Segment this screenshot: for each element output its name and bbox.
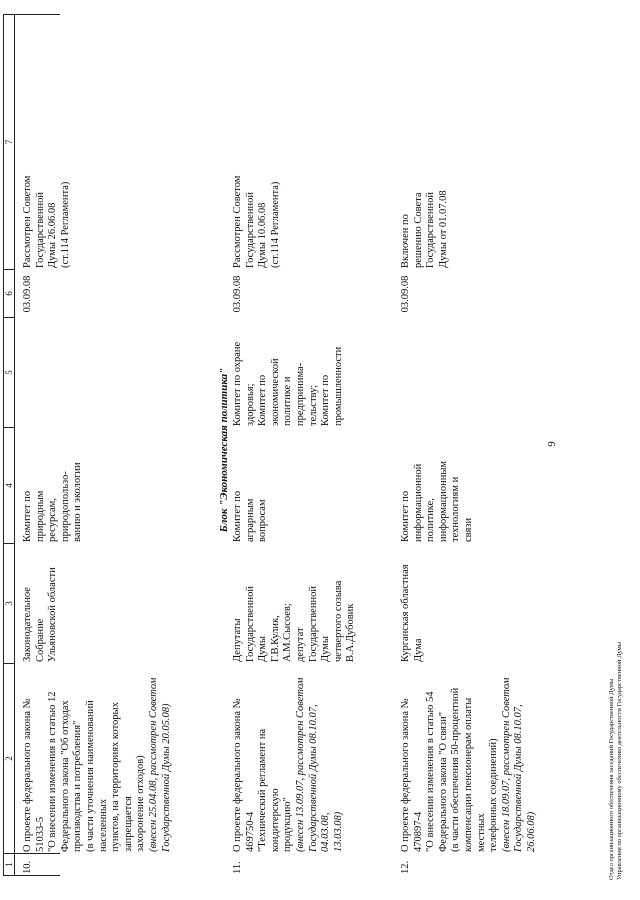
cell-line: решению Совета xyxy=(412,192,424,268)
cell-line: (внесен 18.09.07, рассмотрен Советом xyxy=(500,677,512,852)
cell-line: Ульяновской области xyxy=(47,567,59,662)
cell-line: ванию и экологии xyxy=(72,462,84,542)
committee-cell xyxy=(22,428,85,544)
row-number: 11. xyxy=(232,861,243,874)
cell-line: Дума xyxy=(412,638,424,662)
footer xyxy=(608,280,624,880)
cell-line: захоронение отходов) xyxy=(135,755,147,852)
cell-line: Государственной Думы 08.10.07, 04.03.08, xyxy=(307,704,332,852)
status-cell xyxy=(22,14,72,270)
cell-line: Комитет по xyxy=(232,490,243,542)
cell-line: природным xyxy=(34,490,46,542)
cell-line: компенсации пенсионерам оплаты местных xyxy=(462,697,487,852)
cell-line: (ст.114 Регламента) xyxy=(59,181,71,268)
cell-line: Думы xyxy=(257,636,269,662)
status-cell xyxy=(400,14,450,270)
cell-line: Комитет по xyxy=(400,490,411,542)
cell-line: (внесен 13.09.07, рассмотрен Советом xyxy=(294,677,306,852)
cell-line: О проекте федерального закона № 469750-4 xyxy=(232,698,256,852)
cell-line: Федерального закона "О связи" xyxy=(437,711,449,852)
cell-line: аграрным xyxy=(244,498,256,542)
page-number: 9 xyxy=(546,441,558,447)
cell-line: производства и потребления" xyxy=(72,720,84,852)
cell-line: тельству; xyxy=(307,384,319,426)
cell-line: Г.В.Кулик, xyxy=(269,615,281,662)
cell-line: Государственной xyxy=(425,192,437,268)
cell-line: Государственной Думы 08.10.07, 26.06.08) xyxy=(513,704,537,852)
cell-line: вопросам xyxy=(257,499,269,542)
project-description xyxy=(232,664,345,854)
column-number: 3 xyxy=(4,543,14,663)
cell-line: промышленности xyxy=(332,346,344,426)
cell-line: Думы от 01.07.08 xyxy=(437,190,449,268)
footer-line: Отдел организационного обеспечения заседаний Государственной Думы xyxy=(608,678,615,880)
cell-line: Включен по xyxy=(400,214,411,268)
cell-line: Комитет по xyxy=(257,374,269,426)
cell-line: четвертого созыва xyxy=(332,580,344,662)
cell-line: экономической xyxy=(269,358,281,426)
cell-line: телефонных соединений) xyxy=(488,738,500,852)
cell-line: Рассмотрен Советом xyxy=(232,175,243,268)
column-number: 2 xyxy=(4,663,14,853)
block-title: Блок "Экономическая политика" xyxy=(218,367,230,533)
cell-line: депутат xyxy=(294,627,306,662)
author-cell xyxy=(22,544,60,664)
cell-line: "О внесении изменения в статью 12 xyxy=(47,691,59,852)
date-cell: 03.09.08 xyxy=(22,275,33,313)
row-number: 10. xyxy=(22,860,33,874)
date-cell: 03.09.08 xyxy=(400,275,411,313)
committee-cell xyxy=(400,428,476,544)
cell-line: Комитет по xyxy=(22,490,33,542)
cell-line: Депутаты xyxy=(232,618,243,662)
cell-line: пунктов, на территориях которых запрещается xyxy=(110,702,134,852)
cell-line: технологиям и xyxy=(450,476,462,542)
cell-line: А.М.Сысоев; xyxy=(282,603,294,662)
cell-line: 13.03.08) xyxy=(332,811,344,852)
cell-line: Государственной xyxy=(244,586,256,662)
author-cell xyxy=(400,544,425,664)
cell-line: Государственной xyxy=(307,586,319,662)
project-description xyxy=(22,664,173,854)
cell-line: политике и xyxy=(282,376,294,426)
cell-line: Федерального закона "Об отходах xyxy=(59,700,71,852)
column-number: 1 xyxy=(4,853,14,875)
co-committee-cell xyxy=(232,318,345,428)
cell-line: Государственной xyxy=(34,192,46,268)
cell-line: Думы xyxy=(320,636,332,662)
cell-line: О проекте федерального закона № 470897-4 xyxy=(400,698,424,852)
committee-cell xyxy=(232,428,270,544)
author-cell xyxy=(232,544,358,664)
cell-line: Собрание xyxy=(34,618,46,662)
cell-line: Государственной xyxy=(244,192,256,268)
status-cell xyxy=(232,14,282,270)
cell-line: информационным xyxy=(437,460,449,542)
cell-line: предпринима- xyxy=(294,362,306,426)
project-description xyxy=(400,664,539,854)
footer-line: Управления по организационному обеспечению деятельности Государственной Думы xyxy=(616,641,623,880)
cell-line: О проекте федерального закона № 51033-5 xyxy=(22,698,46,852)
cell-line: здоровья; xyxy=(244,383,256,426)
cell-line: продукцию" xyxy=(282,797,294,852)
cell-line: ресурсам, xyxy=(47,498,59,542)
cell-line: Курганская областная xyxy=(400,564,411,662)
cell-line: (в части уточнения наименований населенных xyxy=(84,700,109,852)
column-number: 6 xyxy=(4,269,14,317)
column-number: 5 xyxy=(4,317,14,427)
cell-line: информационной xyxy=(412,463,424,542)
column-number-header xyxy=(3,14,15,876)
cell-line: природопользо- xyxy=(59,471,71,542)
cell-line: Законодательное xyxy=(22,587,33,662)
cell-line: Думы 26.06.08 xyxy=(47,202,59,268)
cell-line: В.А.Дубовик xyxy=(345,603,357,662)
cell-line: Думы 10.06.08 xyxy=(257,202,269,268)
cell-line: (внесен 25.04.08, рассмотрен Советом xyxy=(147,677,159,852)
date-cell: 03.09.08 xyxy=(232,275,243,313)
cell-line: (ст.114 Регламента) xyxy=(269,181,281,268)
column-number: 4 xyxy=(4,427,14,543)
cell-line: Рассмотрен Советом xyxy=(22,175,33,268)
cell-line: политике, xyxy=(425,498,437,542)
cell-line: связи xyxy=(462,517,474,542)
cell-line: "О внесении изменения в статью 54 xyxy=(425,691,437,852)
column-number: 7 xyxy=(4,139,14,145)
row-number: 12. xyxy=(400,860,411,874)
cell-line: Комитет по xyxy=(320,374,332,426)
cell-line: Комитет по охране xyxy=(232,341,243,426)
cell-line: (в части обеспечения 50-процентной xyxy=(450,687,462,852)
cell-line: "Технический регламент на кондитерскую xyxy=(257,728,281,852)
cell-line: Государственной Думы 20.05.08) xyxy=(160,703,172,852)
